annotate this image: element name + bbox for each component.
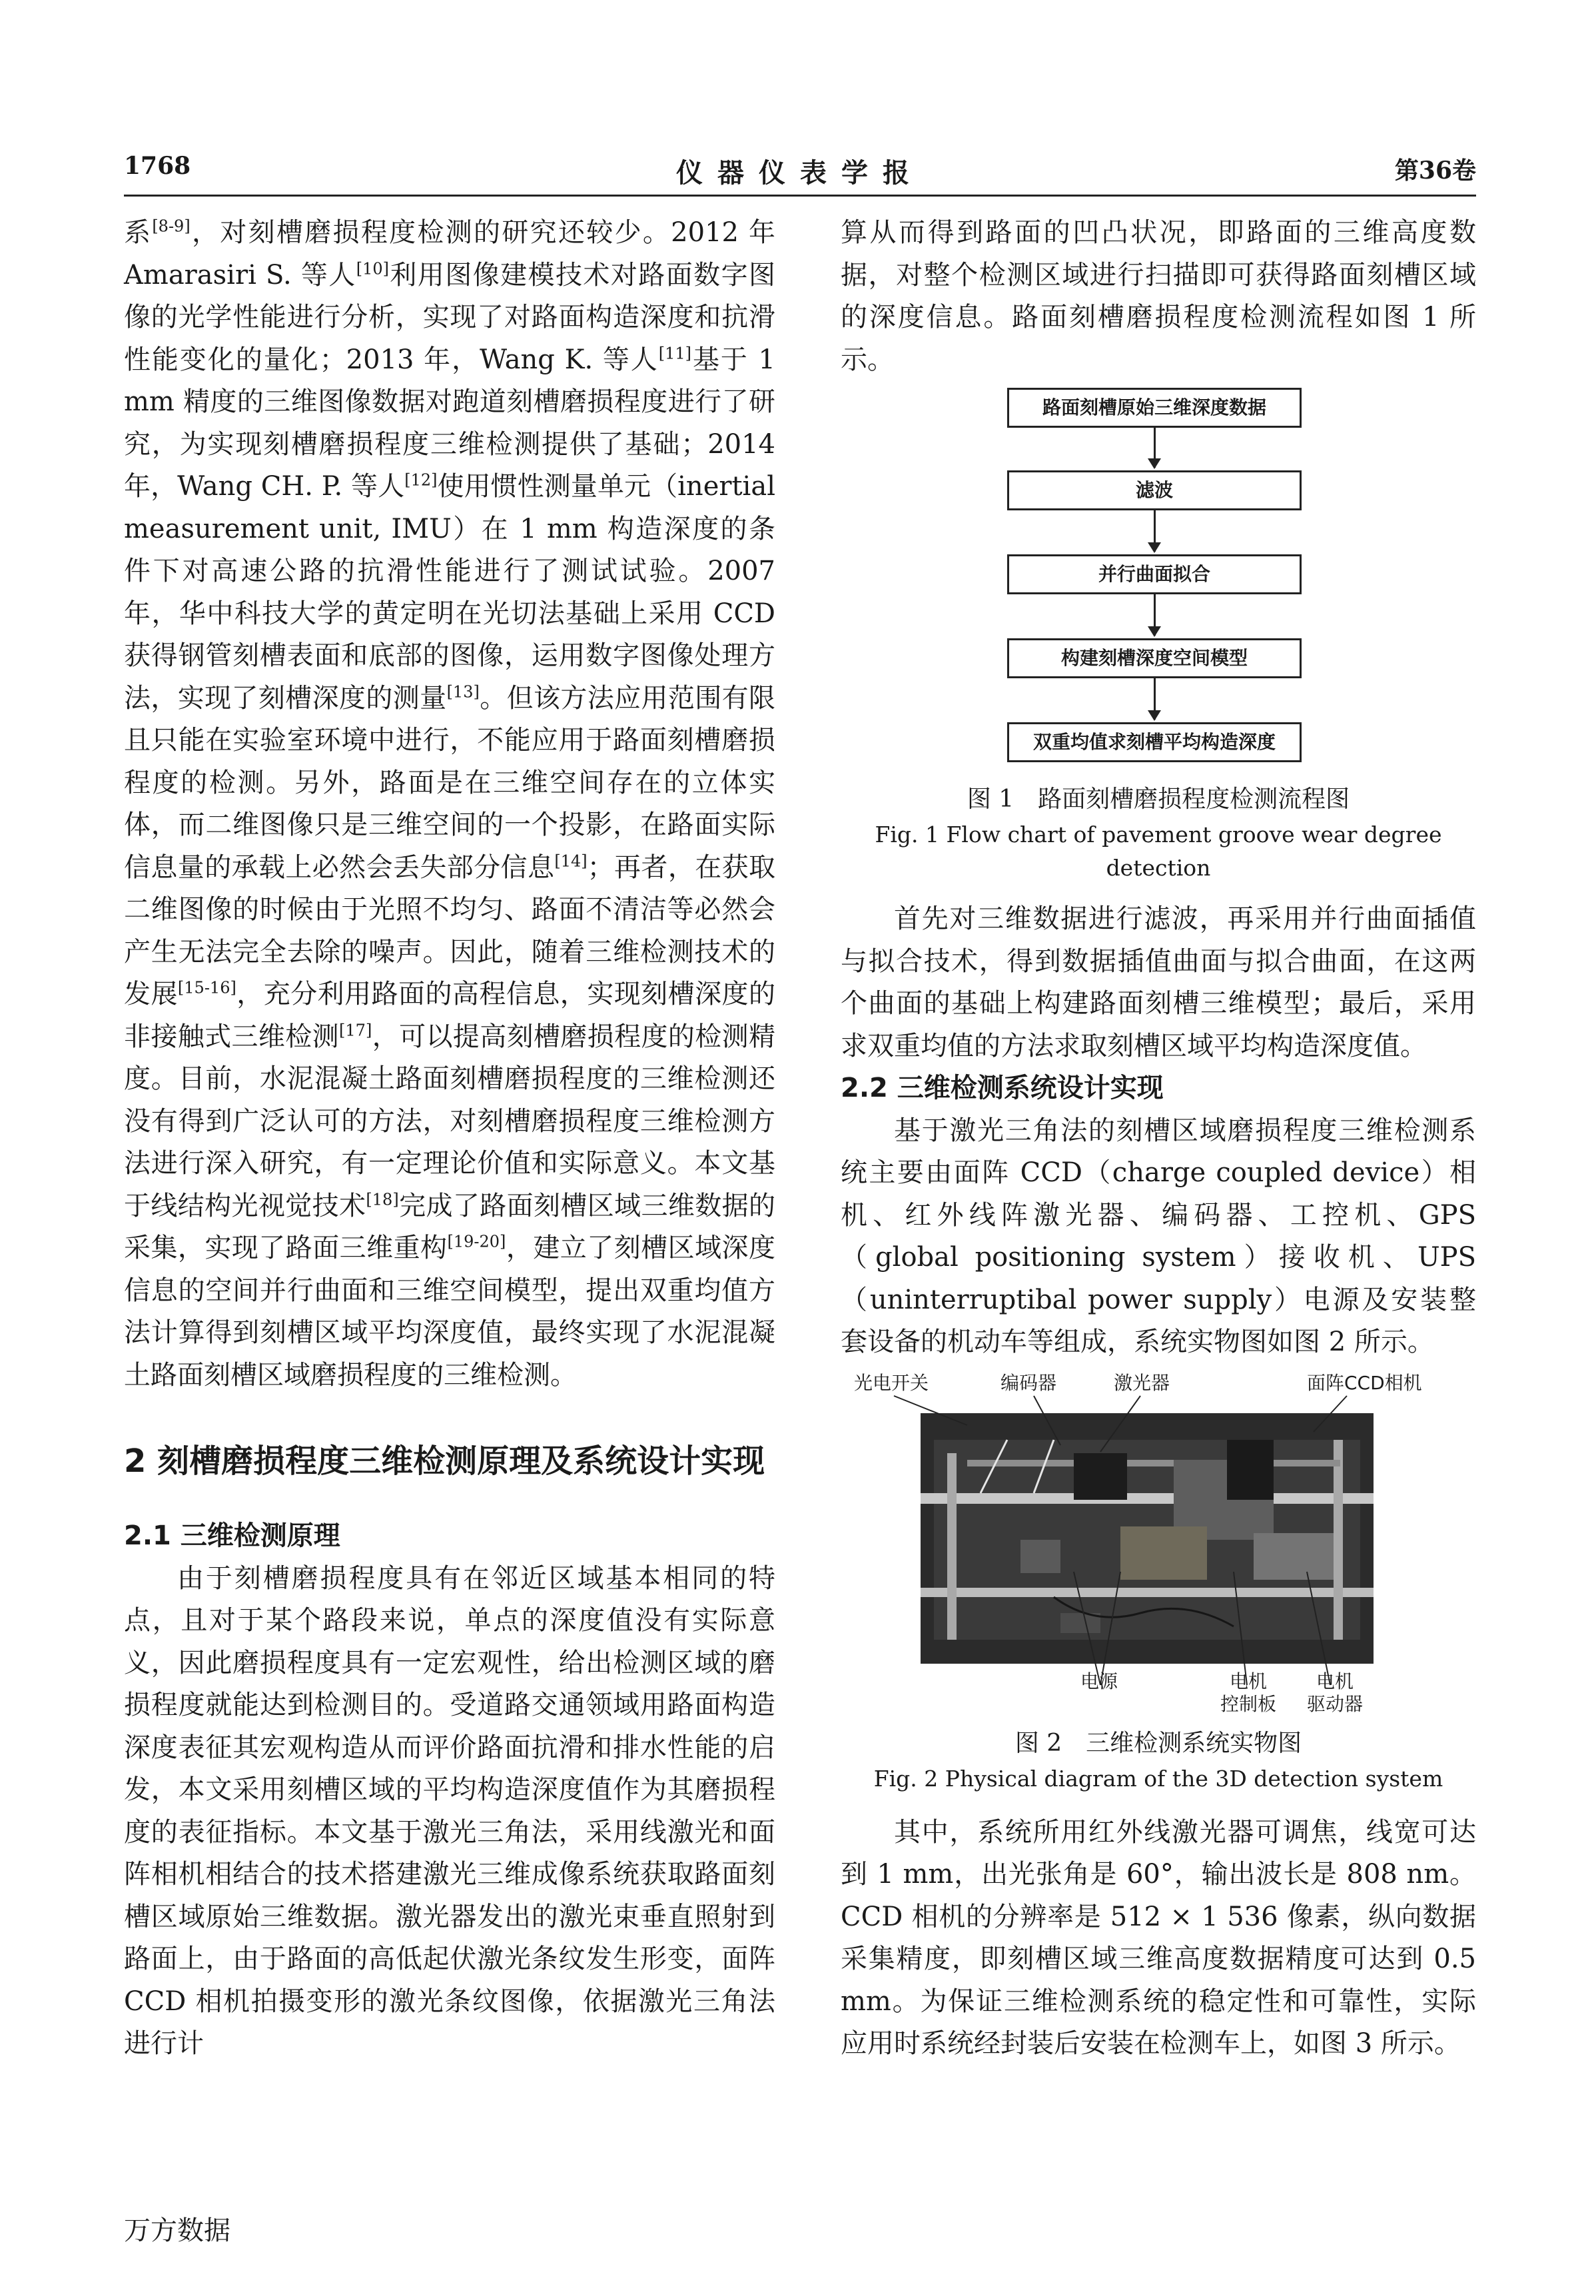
header-rule — [124, 195, 1476, 197]
flow-step-4: 构建刻槽深度空间模型 — [1007, 638, 1302, 678]
flow-step-1: 路面刻槽原始三维深度数据 — [1007, 388, 1302, 428]
label-encoder: 编码器 — [1000, 1371, 1057, 1394]
intro-paragraph — [124, 212, 775, 1397]
label-photoelectric-switch: 光电开关 — [854, 1371, 929, 1394]
figure-2-caption-cn: 图 2 三维检测系统实物图 — [1014, 1729, 1302, 1757]
paragraph-text: 使用惯性测量单元（inertial measurement unit, IMU）在 1 mm 构造深度的条件下对高速公路的抗滑性能进行了测试试验。2007 年，华中科技大学的黄定明在光切法基础上采用 CCD 获得钢管刻槽表面和底部的图像，运用数字图像处理方法，实现了刻槽深度的测量 — [124, 471, 775, 714]
continuation-paragraph: 算从而得到路面的凹凸状况，即路面的三维高度数据，对整个检测区域进行扫描即可获得路面刻槽区域的深度信息。路面刻槽磨损程度检测流程如图 1 所示。 — [841, 217, 1476, 375]
flow-step-5: 双重均值求刻槽平均构造深度 — [1007, 722, 1302, 762]
label-motor-driver: 电机 驱动器 — [1307, 1670, 1364, 1715]
citation-ref: [19-20] — [447, 1232, 506, 1251]
paragraph-text: ；再者，在获取二维图像的时候由于光照不均匀、路面不清洁等必然会产生无法完全去除的噪声。因此，随着三维检测技术的发展 — [124, 852, 776, 1009]
system-paragraph: 基于激光三角法的刻槽区域磨损程度三维检测系统主要由面阵 CCD（charge coupled device）相机、红外线阵激光器、编码器、工控机、GPS（global positioning system）接收机、UPS（uninterruptibal power supply）电源及安装整套设备的机动车等组成，系统实物图如图 2 所示。 — [841, 1115, 1476, 1357]
figure-2-photo-area — [841, 1372, 1476, 1725]
paragraph-text: 完成了路面刻槽区域三维数据的采集，实现了路面三维重构 — [124, 1190, 776, 1263]
parameters-paragraph: 其中，系统所用红外线激光器可调焦，线宽可达到 1 mm，出光张角是 60°，输出波长是 808 nm。CCD 相机的分辨率是 512 × 1 536 像素，纵向数据采集精度，即刻槽区域三维高度数据精度可达到 0.5 mm。为保证三维检测系统的稳定性和可靠性，实际应用时系统经封装后安装在检测车上，如图 3 所示。 — [841, 1816, 1476, 2059]
page-number: 1768 — [124, 152, 191, 180]
flowchart-figure-1 — [841, 388, 1476, 776]
citation-ref: [18] — [366, 1190, 399, 1209]
citation-ref: [14] — [554, 852, 588, 871]
citation-ref: [13] — [446, 682, 480, 702]
citation-ref: [12] — [404, 470, 438, 490]
footer-watermark: 万方数据 — [124, 2215, 230, 2246]
paragraph-text: 系 — [124, 217, 153, 248]
principle-paragraph: 由于刻槽磨损程度具有在邻近区域基本相同的特点，且对于某个路段来说，单点的深度值没有实际意义，因此磨损程度具有一定宏观性，给出检测区域的磨损程度就能达到检测目的。受道路交通领域用路面构造深度表征其宏观构造从而评价路面抗滑和排水性能的启发，本文采用刻槽区域的平均构造深度值作为其磨损程度的表征指标。本文基于激光三角法，采用线激光和面阵相机相结合的技术搭建激光三维成像系统获取路面刻槽区域原始三维数据。激光器发出的激光束垂直照射到路面上，由于路面的高低起伏激光条纹发生形变，面阵 CCD 相机拍摄变形的激光条纹图像，依据激光三角法进行计 — [124, 1562, 775, 2059]
citation-ref: [15-16] — [177, 978, 236, 997]
journal-name: 仪器仪表学报 — [676, 157, 924, 189]
citation-ref: [10] — [356, 259, 389, 279]
subsection-title-2-2: 2.2 三维检测系统设计实现 — [841, 1073, 1164, 1103]
paragraph-text: 。但该方法应用范围有限且只能在实验室环境中进行，不能应用于路面刻槽磨损程度的检测。另外，路面是在三维空间存在的立体实体，而二维图像只是三维空间的一个投影，在路面实际信息量的承载上必然会丢失部分信息 — [124, 682, 776, 883]
paragraph-text: 基于 1 mm 精度的三维图像数据对跑道刻槽磨损程度进行了研究，为实现刻槽磨损程度三维检测提供了基础；2014 年，Wang CH. P. 等人 — [124, 344, 775, 502]
paragraph-text: ，充分利用路面的高程信息，实现刻槽深度的非接触式三维检测 — [124, 979, 776, 1052]
label-leader-lines — [841, 1372, 1476, 1725]
citation-ref: [17] — [339, 1021, 372, 1040]
flow-arrow — [1154, 510, 1156, 552]
label-power-supply: 电源 — [1080, 1670, 1118, 1692]
label-ccd-camera: 面阵CCD相机 — [1307, 1371, 1422, 1394]
label-laser: 激光器 — [1114, 1371, 1170, 1394]
page-header — [124, 152, 1476, 192]
paragraph-text: ，建立了刻槽区域深度信息的空间并行曲面和三维空间模型，提出双重均值方法计算得到刻槽区域平均深度值，最终实现了水泥混凝土路面刻槽区域磨损程度的三维检测。 — [124, 1233, 776, 1391]
flow-step-3: 并行曲面拟合 — [1007, 554, 1302, 594]
volume-number: 第36卷 — [1394, 157, 1476, 185]
flow-arrow — [1154, 428, 1156, 468]
flow-arrow — [1154, 594, 1156, 636]
figure-1-caption-cn: 图 1 路面刻槽磨损程度检测流程图 — [967, 786, 1350, 813]
flow-step-2: 滤波 — [1007, 470, 1302, 510]
citation-ref: [11] — [658, 344, 692, 363]
section-title: 2 刻槽磨损程度三维检测原理及系统设计实现 — [124, 1442, 765, 1480]
right-column — [841, 212, 1476, 2065]
figure-2-caption-en: Fig. 2 Physical diagram of the 3D detection system — [873, 1765, 1443, 1792]
left-column — [124, 212, 775, 2065]
paragraph-text: ，对刻槽磨损程度检测的研究还较少。2012 年 Amarasiri S. 等人 — [124, 217, 776, 290]
flow-arrow — [1154, 678, 1156, 720]
subsection-title-2-1: 2.1 三维检测原理 — [124, 1520, 340, 1551]
paragraph-text: 利用图像建模技术对路面数字图像的光学性能进行分析，实现了对路面构造深度和抗滑性能变化的量化；2013 年，Wang K. 等人 — [124, 259, 775, 375]
paragraph-text: ，可以提高刻槽磨损程度的检测精度。目前，水泥混凝土路面刻槽磨损程度的三维检测还没有得到广泛认可的方法，对刻槽磨损程度三维检测方法进行深入研究，有一定理论价值和实际意义。本文基于线结构光视觉技术 — [124, 1021, 776, 1221]
label-motor-control-board: 电机 控制板 — [1220, 1670, 1277, 1715]
citation-ref: [8-9] — [152, 217, 191, 236]
figure-1-caption-en: Fig. 1 Flow chart of pavement groove wear degree detection — [875, 822, 1442, 881]
method-paragraph: 首先对三维数据进行滤波，再采用并行曲面插值与拟合技术，得到数据插值曲面与拟合曲面，在这两个曲面的基础上构建路面刻槽三维模型；最后，采用求双重均值的方法求取刻槽区域平均构造深度值。 — [841, 903, 1476, 1061]
